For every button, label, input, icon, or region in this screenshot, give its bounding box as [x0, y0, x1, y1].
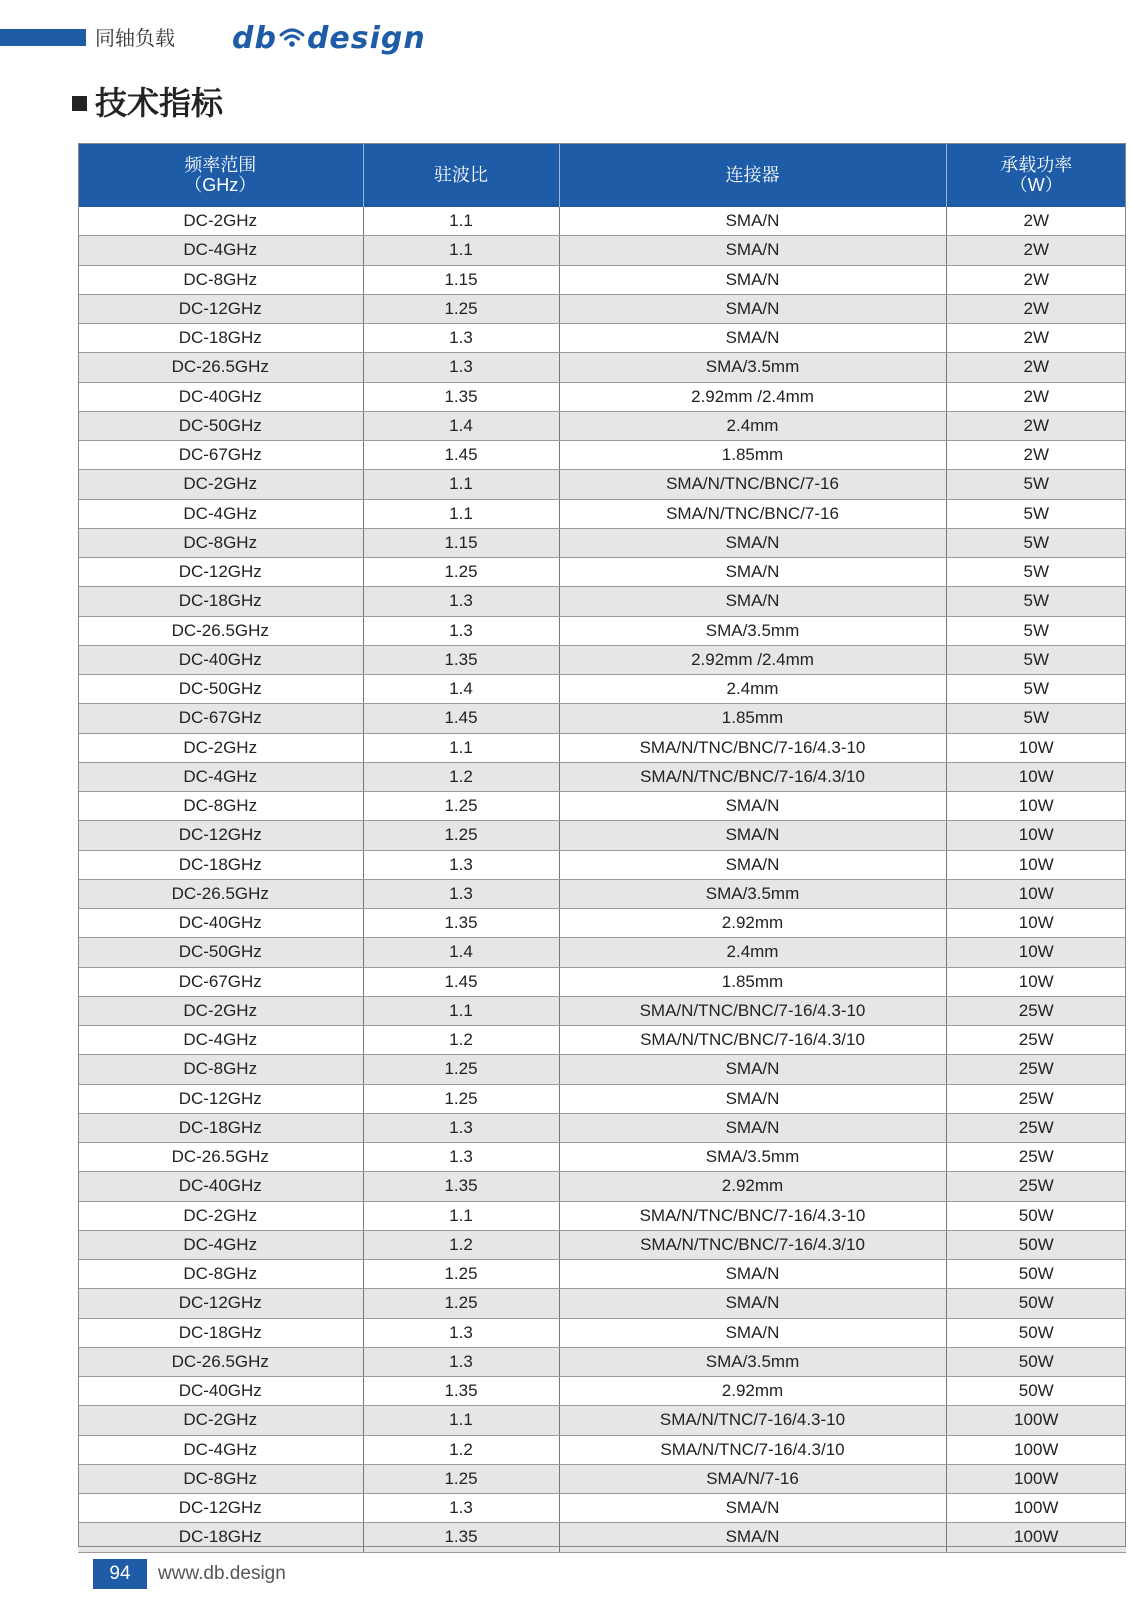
cell-frequency: DC-4GHz	[78, 1026, 363, 1055]
cell-vswr: 1.2	[363, 1230, 559, 1259]
cell-power: 50W	[946, 1318, 1126, 1347]
cell-connector: 2.92mm /2.4mm	[559, 645, 946, 674]
cell-frequency: DC-18GHz	[78, 1318, 363, 1347]
table-row	[78, 967, 1126, 996]
cell-connector: SMA/N	[559, 294, 946, 323]
cell-power: 100W	[946, 1494, 1126, 1523]
cell-vswr: 1.3	[363, 850, 559, 879]
table-row	[78, 645, 1126, 674]
cell-vswr: 1.35	[363, 382, 559, 411]
cell-vswr: 1.3	[363, 1347, 559, 1376]
cell-vswr: 1.2	[363, 762, 559, 791]
cell-connector: 1.85mm	[559, 441, 946, 470]
cell-frequency: DC-40GHz	[78, 909, 363, 938]
header-frequency-line1: 频率范围	[184, 155, 257, 175]
cell-vswr: 1.25	[363, 1464, 559, 1493]
logo-text-right: design	[306, 20, 426, 56]
cell-power: 10W	[946, 733, 1126, 762]
table-row	[78, 499, 1126, 528]
cell-power: 2W	[946, 441, 1126, 470]
cell-frequency: DC-40GHz	[78, 645, 363, 674]
cell-power: 2W	[946, 294, 1126, 323]
cell-vswr: 1.35	[363, 909, 559, 938]
table-row	[78, 733, 1126, 762]
cell-connector: SMA/N	[559, 236, 946, 265]
header-connector-line1: 连接器	[725, 165, 780, 185]
table-row	[78, 1084, 1126, 1113]
cell-power: 100W	[946, 1464, 1126, 1493]
cell-power: 2W	[946, 265, 1126, 294]
cell-connector: SMA/3.5mm	[559, 879, 946, 908]
cell-frequency: DC-4GHz	[78, 1435, 363, 1464]
table-row	[78, 1406, 1126, 1435]
cell-power: 50W	[946, 1260, 1126, 1289]
cell-connector: SMA/N	[559, 792, 946, 821]
cell-power: 25W	[946, 1084, 1126, 1113]
cell-connector: SMA/N	[559, 1113, 946, 1142]
cell-frequency: DC-8GHz	[78, 1055, 363, 1084]
cell-vswr: 1.1	[363, 1406, 559, 1435]
cell-frequency: DC-40GHz	[78, 1377, 363, 1406]
cell-vswr: 1.35	[363, 645, 559, 674]
cell-vswr: 1.35	[363, 1377, 559, 1406]
cell-vswr: 1.25	[363, 821, 559, 850]
cell-frequency: DC-12GHz	[78, 821, 363, 850]
cell-frequency: DC-12GHz	[78, 294, 363, 323]
table-row	[78, 1435, 1126, 1464]
cell-power: 100W	[946, 1523, 1126, 1552]
cell-frequency: DC-18GHz	[78, 850, 363, 879]
cell-power: 25W	[946, 1143, 1126, 1172]
table-row	[78, 1318, 1126, 1347]
table-body	[78, 207, 1126, 1552]
table-row	[78, 1230, 1126, 1259]
wifi-icon	[278, 24, 306, 52]
cell-vswr: 1.1	[363, 236, 559, 265]
cell-connector: SMA/N	[559, 324, 946, 353]
cell-power: 25W	[946, 996, 1126, 1025]
table-row	[78, 441, 1126, 470]
cell-connector: 2.92mm	[559, 1377, 946, 1406]
cell-power: 100W	[946, 1406, 1126, 1435]
cell-connector: SMA/N/TNC/7-16/4.3/10	[559, 1435, 946, 1464]
cell-power: 2W	[946, 207, 1126, 236]
table-row	[78, 821, 1126, 850]
cell-connector: SMA/N	[559, 587, 946, 616]
table-row	[78, 382, 1126, 411]
cell-vswr: 1.3	[363, 879, 559, 908]
cell-vswr: 1.45	[363, 967, 559, 996]
table-row	[78, 879, 1126, 908]
table-row	[78, 1523, 1126, 1552]
cell-frequency: DC-4GHz	[78, 1230, 363, 1259]
cell-connector: 2.92mm /2.4mm	[559, 382, 946, 411]
cell-frequency: DC-2GHz	[78, 207, 363, 236]
table-row	[78, 616, 1126, 645]
cell-vswr: 1.4	[363, 938, 559, 967]
cell-frequency: DC-12GHz	[78, 1289, 363, 1318]
cell-vswr: 1.25	[363, 792, 559, 821]
cell-frequency: DC-18GHz	[78, 1113, 363, 1142]
cell-vswr: 1.35	[363, 1523, 559, 1552]
cell-power: 5W	[946, 470, 1126, 499]
cell-power: 5W	[946, 675, 1126, 704]
cell-vswr: 1.15	[363, 265, 559, 294]
cell-frequency: DC-67GHz	[78, 704, 363, 733]
cell-power: 50W	[946, 1347, 1126, 1376]
cell-vswr: 1.4	[363, 411, 559, 440]
table-row	[78, 1347, 1126, 1376]
cell-frequency: DC-2GHz	[78, 470, 363, 499]
table-row	[78, 587, 1126, 616]
cell-power: 5W	[946, 558, 1126, 587]
cell-vswr: 1.3	[363, 1494, 559, 1523]
category-label: 同轴负载	[95, 26, 175, 50]
cell-power: 2W	[946, 236, 1126, 265]
cell-frequency: DC-50GHz	[78, 675, 363, 704]
cell-frequency: DC-18GHz	[78, 324, 363, 353]
cell-connector: SMA/3.5mm	[559, 353, 946, 382]
table-row	[78, 1172, 1126, 1201]
cell-connector: SMA/N/TNC/BNC/7-16/4.3/10	[559, 1026, 946, 1055]
table-row	[78, 324, 1126, 353]
table-row	[78, 762, 1126, 791]
cell-power: 5W	[946, 587, 1126, 616]
cell-power: 5W	[946, 528, 1126, 557]
cell-connector: SMA/N	[559, 821, 946, 850]
cell-power: 5W	[946, 499, 1126, 528]
cell-frequency: DC-12GHz	[78, 558, 363, 587]
cell-power: 10W	[946, 792, 1126, 821]
cell-frequency: DC-12GHz	[78, 1494, 363, 1523]
cell-power: 10W	[946, 967, 1126, 996]
cell-connector: SMA/3.5mm	[559, 1347, 946, 1376]
cell-frequency: DC-40GHz	[78, 382, 363, 411]
cell-power: 10W	[946, 850, 1126, 879]
cell-frequency: DC-8GHz	[78, 1260, 363, 1289]
cell-frequency: DC-26.5GHz	[78, 353, 363, 382]
cell-connector: SMA/N/7-16	[559, 1464, 946, 1493]
spec-table	[78, 143, 1126, 1553]
cell-power: 50W	[946, 1230, 1126, 1259]
cell-connector: SMA/N	[559, 1084, 946, 1113]
cell-power: 5W	[946, 704, 1126, 733]
cell-vswr: 1.1	[363, 1201, 559, 1230]
table-row	[78, 1055, 1126, 1084]
cell-vswr: 1.25	[363, 1055, 559, 1084]
cell-frequency: DC-4GHz	[78, 236, 363, 265]
table-row	[78, 850, 1126, 879]
cell-vswr: 1.2	[363, 1435, 559, 1464]
table-row	[78, 938, 1126, 967]
table-row	[78, 1201, 1126, 1230]
table-row	[78, 1260, 1126, 1289]
cell-vswr: 1.25	[363, 1289, 559, 1318]
cell-power: 2W	[946, 382, 1126, 411]
cell-connector: SMA/N/TNC/7-16/4.3-10	[559, 1406, 946, 1435]
cell-connector: 1.85mm	[559, 967, 946, 996]
cell-connector: SMA/3.5mm	[559, 616, 946, 645]
cell-vswr: 1.25	[363, 1260, 559, 1289]
table-row	[78, 1464, 1126, 1493]
logo-text-left: db	[232, 20, 277, 56]
table-row	[78, 1143, 1126, 1172]
table-row	[78, 470, 1126, 499]
cell-power: 25W	[946, 1055, 1126, 1084]
cell-power: 2W	[946, 353, 1126, 382]
cell-vswr: 1.3	[363, 353, 559, 382]
cell-frequency: DC-8GHz	[78, 1464, 363, 1493]
cell-power: 25W	[946, 1026, 1126, 1055]
cell-frequency: DC-26.5GHz	[78, 1143, 363, 1172]
table-row	[78, 704, 1126, 733]
brand-logo[interactable]	[232, 18, 426, 58]
cell-vswr: 1.15	[363, 528, 559, 557]
cell-frequency: DC-26.5GHz	[78, 1347, 363, 1376]
cell-connector: 2.92mm	[559, 1172, 946, 1201]
cell-power: 10W	[946, 879, 1126, 908]
table-row	[78, 996, 1126, 1025]
cell-vswr: 1.25	[363, 558, 559, 587]
cell-frequency: DC-26.5GHz	[78, 616, 363, 645]
cell-frequency: DC-40GHz	[78, 1172, 363, 1201]
section-title	[72, 78, 223, 124]
cell-connector: 2.4mm	[559, 938, 946, 967]
cell-frequency: DC-50GHz	[78, 938, 363, 967]
header-vswr-line1: 驻波比	[434, 165, 488, 185]
cell-frequency: DC-18GHz	[78, 587, 363, 616]
cell-connector: SMA/N	[559, 1318, 946, 1347]
header-frequency-line2: （GHz）	[184, 175, 257, 195]
table-header-row	[78, 143, 1126, 207]
cell-vswr: 1.3	[363, 1318, 559, 1347]
cell-connector: SMA/N	[559, 528, 946, 557]
cell-connector: SMA/N	[559, 207, 946, 236]
cell-frequency: DC-12GHz	[78, 1084, 363, 1113]
square-bullet-icon	[72, 96, 87, 111]
header-connector	[559, 143, 946, 207]
header-power	[946, 143, 1126, 207]
table-row	[78, 1377, 1126, 1406]
cell-connector: 2.92mm	[559, 909, 946, 938]
table-row	[78, 528, 1126, 557]
cell-vswr: 1.35	[363, 1172, 559, 1201]
cell-connector: 2.4mm	[559, 411, 946, 440]
cell-power: 5W	[946, 645, 1126, 674]
cell-vswr: 1.3	[363, 587, 559, 616]
table-row	[78, 294, 1126, 323]
cell-frequency: DC-4GHz	[78, 762, 363, 791]
cell-power: 2W	[946, 411, 1126, 440]
cell-vswr: 1.3	[363, 1113, 559, 1142]
cell-power: 50W	[946, 1201, 1126, 1230]
table-row	[78, 236, 1126, 265]
cell-connector: SMA/N	[559, 1289, 946, 1318]
cell-power: 25W	[946, 1172, 1126, 1201]
cell-vswr: 1.1	[363, 733, 559, 762]
cell-connector: SMA/N/TNC/BNC/7-16/4.3-10	[559, 1201, 946, 1230]
cell-vswr: 1.3	[363, 324, 559, 353]
cell-frequency: DC-2GHz	[78, 1406, 363, 1435]
cell-power: 25W	[946, 1113, 1126, 1142]
cell-vswr: 1.4	[363, 675, 559, 704]
header-power-line2: （W）	[1009, 175, 1063, 195]
cell-power: 10W	[946, 821, 1126, 850]
table-row	[78, 207, 1126, 236]
cell-power: 10W	[946, 909, 1126, 938]
cell-frequency: DC-67GHz	[78, 967, 363, 996]
cell-power: 10W	[946, 938, 1126, 967]
table-row	[78, 353, 1126, 382]
header-accent-bar	[0, 29, 86, 46]
cell-connector: SMA/N/TNC/BNC/7-16/4.3-10	[559, 733, 946, 762]
cell-frequency: DC-2GHz	[78, 733, 363, 762]
cell-connector: SMA/N/TNC/BNC/7-16	[559, 499, 946, 528]
cell-connector: SMA/N	[559, 1494, 946, 1523]
cell-frequency: DC-8GHz	[78, 265, 363, 294]
cell-power: 50W	[946, 1377, 1126, 1406]
section-title-text: 技术指标	[95, 84, 224, 122]
cell-connector: SMA/N/TNC/BNC/7-16/4.3/10	[559, 762, 946, 791]
cell-power: 50W	[946, 1289, 1126, 1318]
cell-power: 100W	[946, 1435, 1126, 1464]
cell-frequency: DC-4GHz	[78, 499, 363, 528]
cell-connector: SMA/N	[559, 1260, 946, 1289]
cell-vswr: 1.1	[363, 207, 559, 236]
table-row	[78, 558, 1126, 587]
cell-connector: SMA/N	[559, 850, 946, 879]
cell-frequency: DC-2GHz	[78, 1201, 363, 1230]
header-vswr	[363, 143, 559, 207]
cell-vswr: 1.45	[363, 441, 559, 470]
cell-connector: SMA/N/TNC/BNC/7-16/4.3/10	[559, 1230, 946, 1259]
cell-frequency: DC-8GHz	[78, 528, 363, 557]
cell-connector: SMA/N	[559, 558, 946, 587]
cell-frequency: DC-8GHz	[78, 792, 363, 821]
header-frequency	[78, 143, 363, 207]
table-row	[78, 1494, 1126, 1523]
cell-connector: SMA/N	[559, 1055, 946, 1084]
table-row	[78, 792, 1126, 821]
footer-url-link[interactable]: www.db.design	[158, 1563, 286, 1584]
cell-vswr: 1.3	[363, 616, 559, 645]
cell-connector: SMA/3.5mm	[559, 1143, 946, 1172]
table-row	[78, 675, 1126, 704]
page-number: 94	[93, 1559, 147, 1589]
cell-vswr: 1.1	[363, 470, 559, 499]
table-row	[78, 265, 1126, 294]
cell-connector: SMA/N/TNC/BNC/7-16/4.3-10	[559, 996, 946, 1025]
cell-vswr: 1.25	[363, 1084, 559, 1113]
cell-vswr: 1.3	[363, 1143, 559, 1172]
table-row	[78, 1289, 1126, 1318]
table-row	[78, 1113, 1126, 1142]
cell-vswr: 1.25	[363, 294, 559, 323]
cell-connector: 2.4mm	[559, 675, 946, 704]
header-power-line1: 承载功率	[1000, 155, 1073, 175]
table-row	[78, 909, 1126, 938]
cell-frequency: DC-67GHz	[78, 441, 363, 470]
cell-frequency: DC-2GHz	[78, 996, 363, 1025]
cell-power: 2W	[946, 324, 1126, 353]
cell-vswr: 1.1	[363, 996, 559, 1025]
cell-frequency: DC-18GHz	[78, 1523, 363, 1552]
table-row	[78, 1026, 1126, 1055]
cell-vswr: 1.45	[363, 704, 559, 733]
cell-vswr: 1.2	[363, 1026, 559, 1055]
cell-power: 10W	[946, 762, 1126, 791]
cell-connector: SMA/N	[559, 1523, 946, 1552]
cell-frequency: DC-26.5GHz	[78, 879, 363, 908]
cell-connector: SMA/N/TNC/BNC/7-16	[559, 470, 946, 499]
cell-vswr: 1.1	[363, 499, 559, 528]
cell-power: 5W	[946, 616, 1126, 645]
cell-frequency: DC-50GHz	[78, 411, 363, 440]
cell-connector: 1.85mm	[559, 704, 946, 733]
table-row	[78, 411, 1126, 440]
cell-connector: SMA/N	[559, 265, 946, 294]
